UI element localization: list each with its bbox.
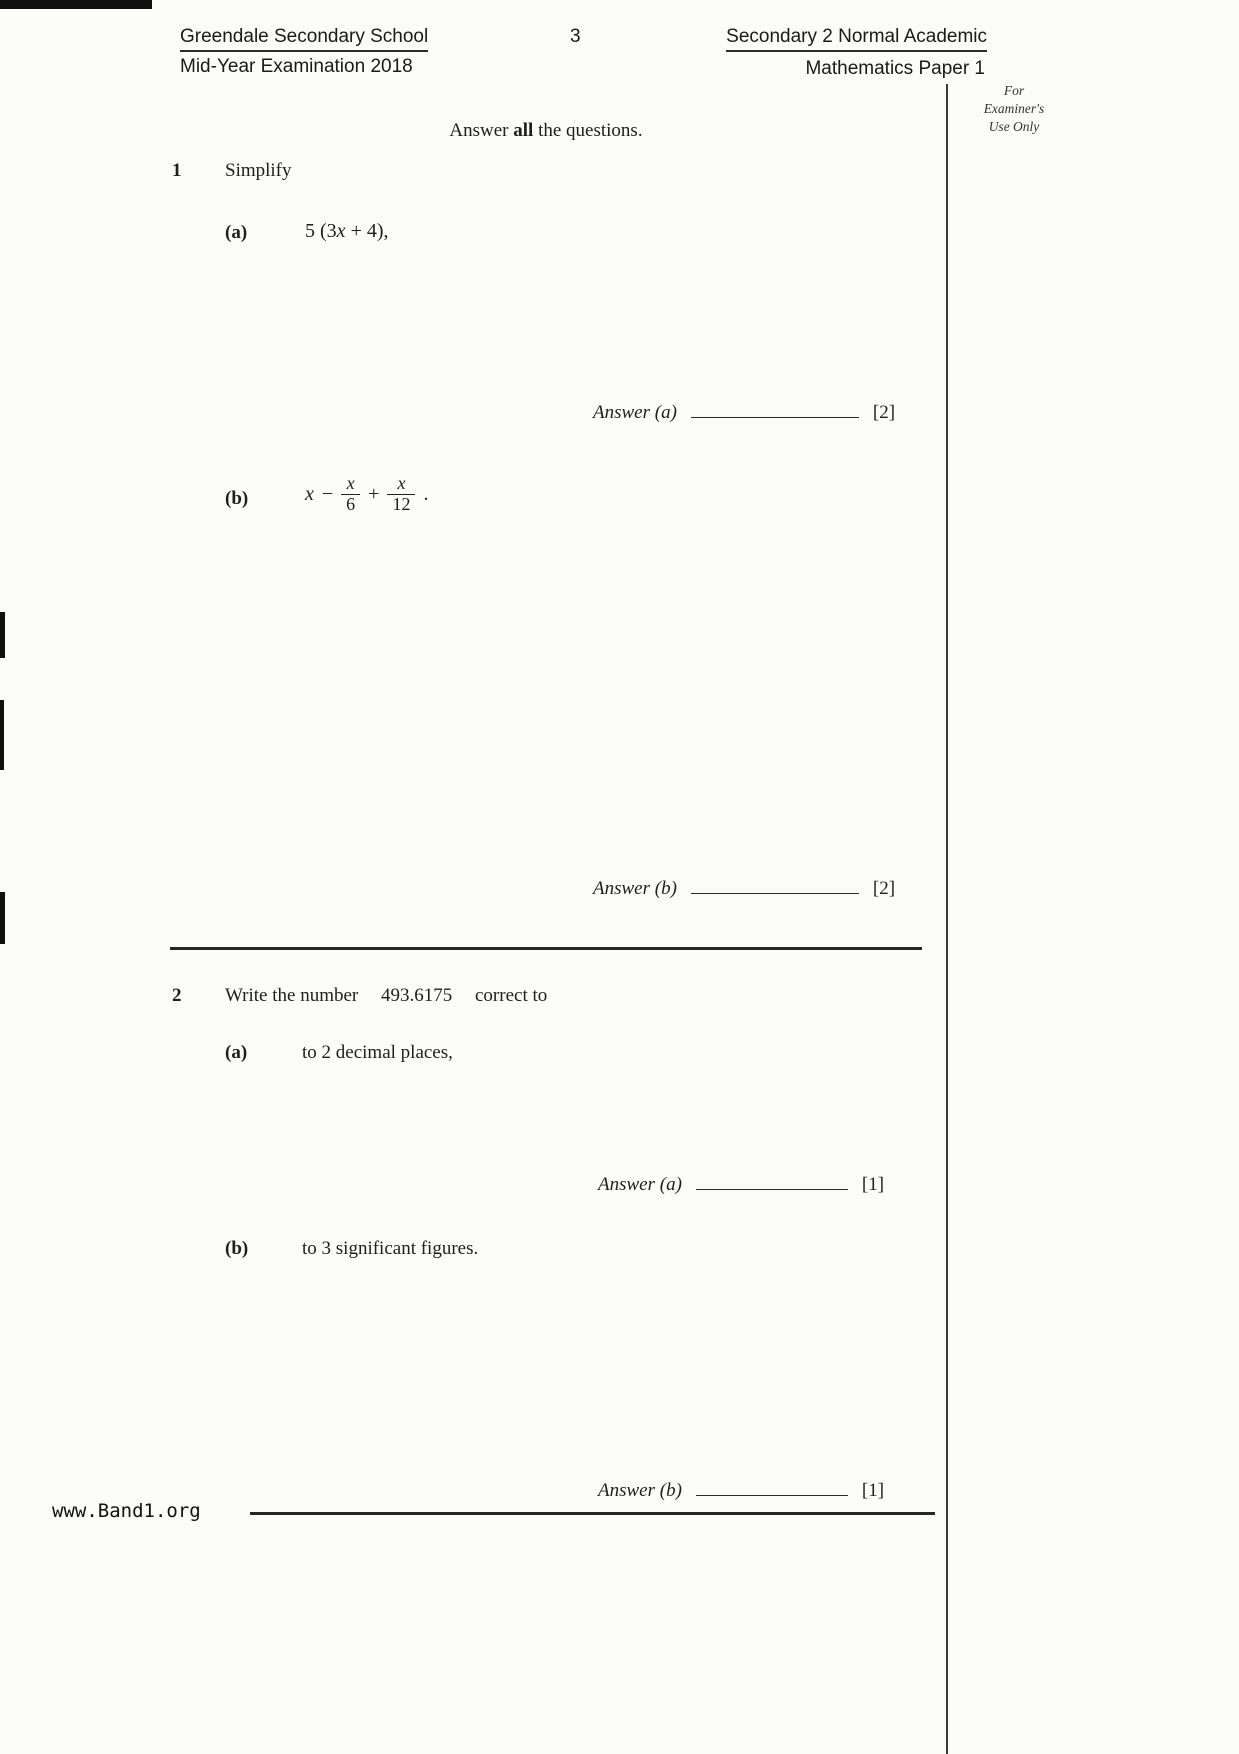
q1a-answer-label: Answer (a) [593, 401, 677, 423]
scan-artifact [0, 892, 5, 944]
q1b-label: (b) [225, 488, 249, 509]
q1b-frac2-numerator: x [387, 474, 415, 495]
q2b-answer-label: Answer (b) [598, 1479, 682, 1501]
question-1-title: Simplify [225, 160, 292, 181]
watermark-url: www.Band1.org [52, 1500, 201, 1522]
header-exam-title: Mid-Year Examination 2018 [180, 56, 413, 77]
examiner-line-2: Examiner's [983, 101, 1045, 117]
q2a-answer-line [696, 1168, 848, 1190]
q2b-label: (b) [225, 1238, 249, 1259]
q1a-expr-part1: 5 (3 [305, 220, 337, 242]
question-2-number: 2 [172, 985, 182, 1006]
q2-number-value: 493.6175 [381, 985, 453, 1006]
header-school: Greendale Secondary School [180, 26, 428, 52]
instruction-bold: all [513, 120, 534, 141]
q1a-expr-variable: x [336, 220, 346, 242]
q2a-text: to 2 decimal places, [302, 1042, 453, 1063]
q1b-period: . [423, 482, 429, 505]
q2-text-pre: Write the number [225, 985, 359, 1006]
scan-artifact [0, 0, 152, 9]
q1b-frac1-numerator: x [341, 474, 360, 495]
q2-text-post: correct to [475, 985, 548, 1006]
q1a-label: (a) [225, 222, 248, 243]
examiner-line-1: For [1003, 83, 1025, 98]
examiner-column-rule [946, 84, 948, 1754]
header-paper-title: Mathematics Paper 1 [805, 58, 985, 79]
instruction-post: the questions. [533, 120, 643, 141]
instruction-line [170, 120, 922, 142]
q1b-fraction-2 [387, 474, 415, 515]
question-divider [170, 947, 922, 950]
q1a-answer-row [593, 396, 895, 424]
q1a-expr-part2: + 4), [345, 220, 389, 242]
instruction-pre: Answer [449, 120, 514, 141]
question-1-number: 1 [172, 160, 182, 181]
q1b-marks: [2] [872, 877, 896, 899]
q2b-answer-line [696, 1474, 848, 1496]
q1b-expression [305, 474, 428, 515]
q1b-frac2-denominator: 12 [392, 493, 411, 514]
q2a-marks: [1] [861, 1173, 885, 1195]
q1b-answer-label: Answer (b) [593, 877, 677, 899]
q2b-text: to 3 significant figures. [302, 1238, 479, 1259]
q1a-expression [305, 220, 389, 243]
footer-rule [250, 1512, 935, 1515]
q2a-label: (a) [225, 1042, 248, 1063]
scan-artifact [0, 612, 5, 658]
scan-artifact [0, 700, 4, 770]
q1b-minus-sign: − [321, 482, 334, 505]
q1b-answer-row [593, 872, 895, 900]
q1a-marks: [2] [872, 401, 896, 423]
q2a-answer-label: Answer (a) [598, 1173, 682, 1195]
q1a-answer-line [691, 396, 859, 418]
examiner-line-3: Use Only [988, 119, 1040, 135]
question-2-stem [225, 985, 547, 1007]
q1b-fraction-1 [341, 474, 360, 515]
q1b-plus-sign: + [368, 482, 380, 505]
header-page-number: 3 [570, 26, 581, 47]
q1b-variable: x [305, 482, 314, 505]
q2a-answer-row [598, 1168, 884, 1196]
header-course: Secondary 2 Normal Academic [726, 26, 987, 52]
q1b-frac1-denominator: 6 [346, 493, 356, 514]
q1b-answer-line [691, 872, 859, 894]
q2b-answer-row [598, 1474, 884, 1502]
q2b-marks: [1] [861, 1479, 885, 1501]
examiner-use-only-label [958, 82, 1070, 137]
